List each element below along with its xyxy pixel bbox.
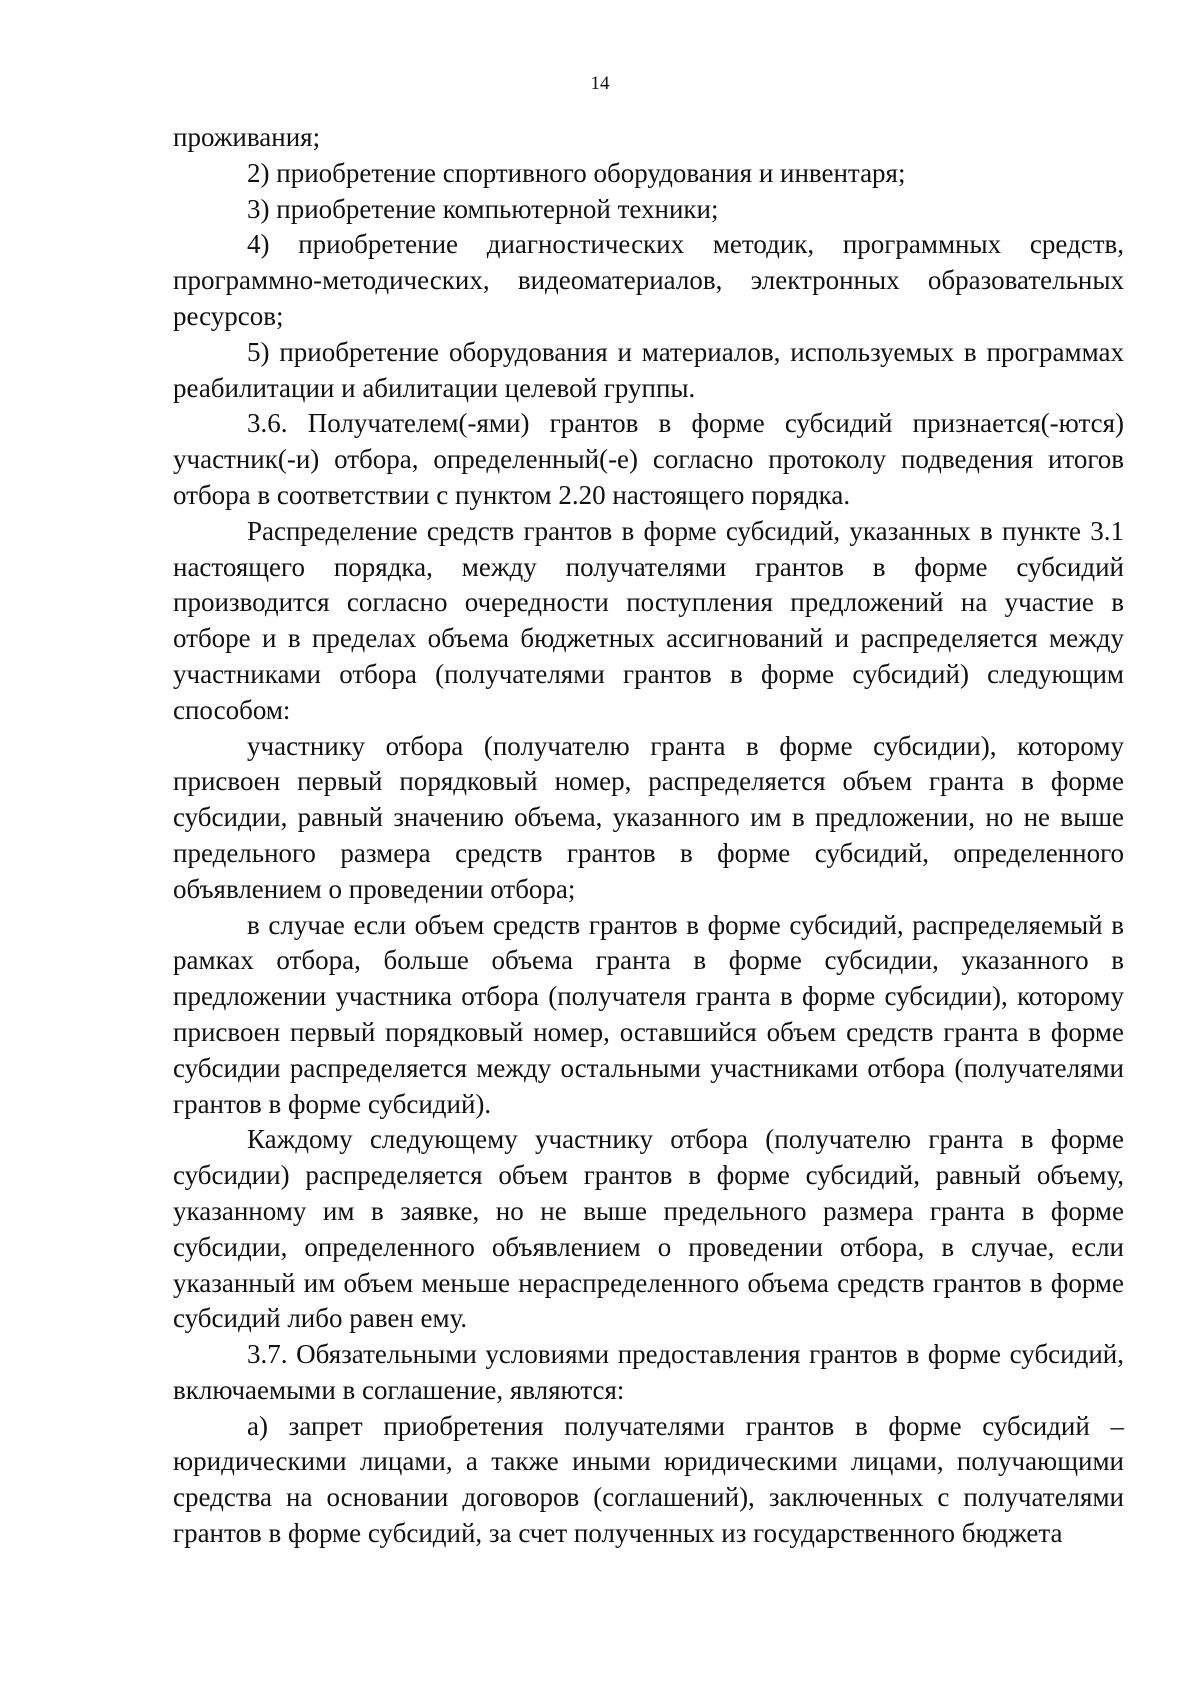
- paragraph-item-4: 4) приобретение диагностических методик, программных средств, программно-методических, видеоматериалов, электронных образовательных ресурсов;: [173, 229, 1124, 331]
- paragraph-remaining-funds: в случае если объем средств грантов в форме субсидий, распределяемый в рамках отбора, больше объема гранта в форме субсидии, указанного в предложении участника отбора (получателя гранта в форме субсидии), которому присвоен первый порядковый номер, оставшийся объем средств гранта в форме субсидии распределяется между остальными участниками отбора (получателями грантов в форме субсидий).: [173, 909, 1124, 1119]
- paragraph-item-5: 5) приобретение оборудования и материалов, используемых в программах реабилитации и абилитации целевой группы.: [173, 336, 1124, 403]
- paragraph-section-3-7: 3.7. Обязательными условиями предоставления грантов в форме субсидий, включаемыми в соглашение, являются:: [173, 1339, 1124, 1405]
- page-number: 14: [590, 73, 610, 94]
- paragraph-continuation: проживания;: [173, 122, 321, 152]
- paragraph-item-3: 3) приобретение компьютерной техники;: [247, 193, 719, 224]
- paragraph-distribution: Распределение средств грантов в форме субсидий, указанных в пункте 3.1 настоящего порядка, между получателями грантов в форме субсидий производится согласно очередности поступления предложений на участие в отборе и в пределах объема бюджетных ассигнований и распределяется между участниками отбора (получателями грантов в форме субсидий) следующим способом:: [173, 515, 1124, 725]
- paragraph-each-next-participant: Каждому следующему участнику отбора (получателю гранта в форме субсидии) распределяется объем грантов в форме субсидий, равный объему, указанному им в заявке, но не выше предельного размера гранта в форме субсидии, определенного объявлением о проведении отбора, в случае, если указанный им объем меньше нераспределенного объема средств грантов в форме субсидий либо равен ему.: [173, 1124, 1124, 1334]
- paragraph-item-a: а) запрет приобретения получателями грантов в форме субсидий – юридическими лицами, а также иными юридическими лицами, получающими средства на основании договоров (соглашений), заключенных с получателями грантов в форме субсидий, за счет полученных из государственного бюджета: [173, 1410, 1124, 1549]
- paragraph-first-participant: участнику отбора (получателю гранта в форме субсидии), которому присвоен первый порядковый номер, распределяется объем гранта в форме субсидии, равный значению объема, указанного им в предложении, но не выше предельного размера средств грантов в форме субсидий, определенного объявлением о проведении отбора;: [173, 730, 1124, 904]
- paragraph-item-2: 2) приобретение спортивного оборудования и инвентаря;: [247, 157, 906, 188]
- paragraph-section-3-6: 3.6. Получателем(-ями) грантов в форме субсидий признается(-ются) участник(-и) отбора, определенный(-е) согласно протоколу подведения итогов отбора в соответствии с пунктом 2.20 настоящего порядка.: [173, 408, 1124, 510]
- document-body: [173, 120, 1124, 1552]
